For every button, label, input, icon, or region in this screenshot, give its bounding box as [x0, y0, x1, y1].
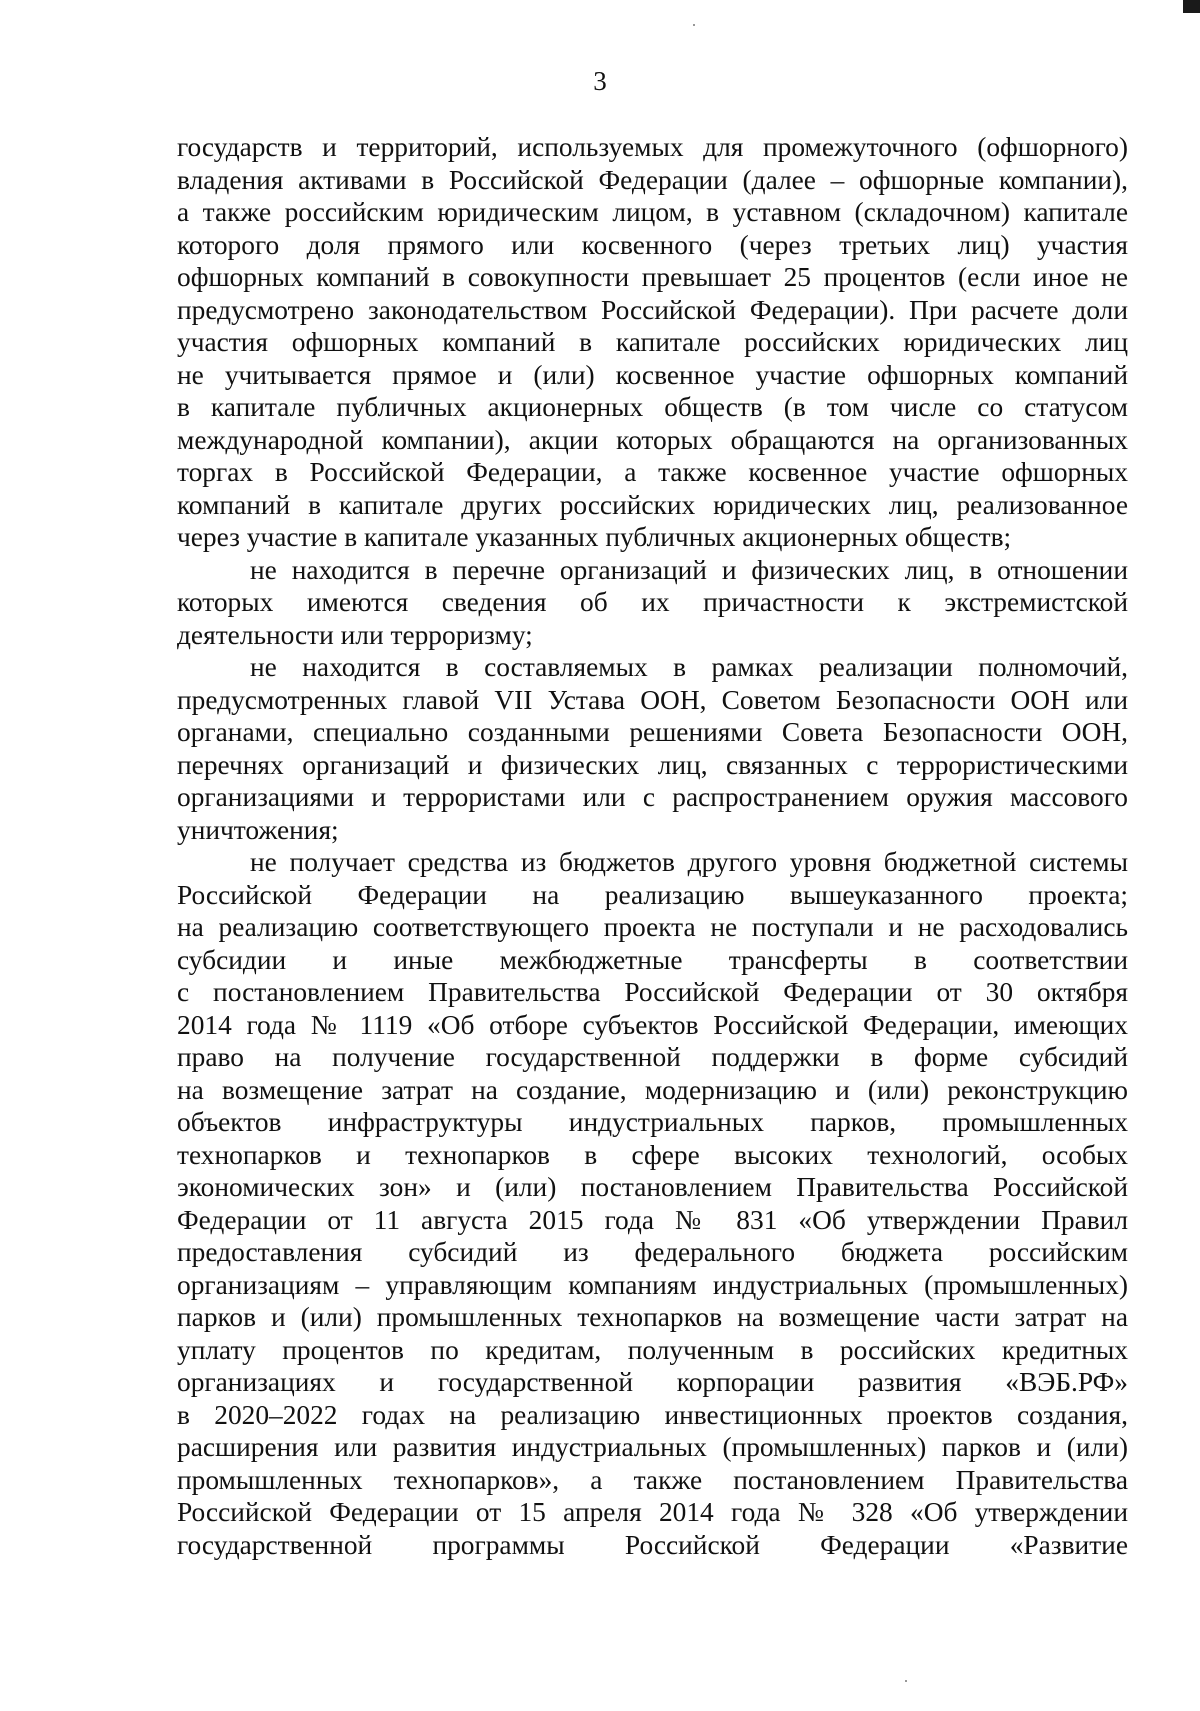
- text-line: организациям – управляющим компаниям индустриальных (промышленных): [177, 1269, 1128, 1300]
- text-line: организациях и государственной корпорации развития «ВЭБ.РФ»: [177, 1367, 1128, 1397]
- text-line: владения активами в Российской Федерации (далее – офшорные компании),: [177, 164, 1128, 195]
- text-line: право на получение государственной поддержки в форме субсидий: [177, 1042, 1128, 1072]
- text-line: компаний в капитале других российских юридических лиц, реализованное: [177, 489, 1128, 520]
- scan-corner-mark: [1183, 0, 1200, 13]
- document-body: [177, 131, 1128, 1561]
- text-line: на реализацию соответствующего проекта не поступали и не расходовались: [177, 912, 1128, 942]
- text-line: с постановлением Правительства Российской Федерации от 30 октября: [177, 977, 1128, 1007]
- text-line: на возмещение затрат на создание, модернизацию и (или) реконструкцию: [177, 1074, 1128, 1105]
- text-line: перечнях организаций и физических лиц, связанных с террористическими: [177, 749, 1128, 780]
- text-line: Российской Федерации на реализацию вышеуказанного проекта;: [177, 879, 1128, 910]
- text-line: Российской Федерации от 15 апреля 2014 года № 328 «Об утверждении: [177, 1497, 1128, 1527]
- text-line: 2014 года № 1119 «Об отборе субъектов Российской Федерации, имеющих: [177, 1009, 1128, 1040]
- text-line: деятельности или терроризму;: [177, 619, 533, 650]
- paragraph-first-line: не находится в составляемых в рамках реализации полномочий,: [250, 652, 1128, 682]
- text-line: предусмотрено законодательством Российской Федерации). При расчете доли: [177, 294, 1128, 325]
- page-number: 3: [593, 66, 607, 96]
- text-line: расширения или развития индустриальных (промышленных) парков и (или): [177, 1432, 1128, 1462]
- text-line: которого доля прямого или косвенного (через третьих лиц) участия: [177, 229, 1128, 260]
- text-line: объектов инфраструктуры индустриальных парков, промышленных: [177, 1107, 1128, 1137]
- text-line: уничтожения;: [177, 814, 339, 845]
- text-line: офшорных компаний в совокупности превышает 25 процентов (если иное не: [177, 262, 1128, 292]
- text-line: участия офшорных компаний в капитале российских юридических лиц: [177, 327, 1128, 357]
- paragraph-first-line: не получает средства из бюджетов другого уровня бюджетной системы: [250, 847, 1128, 877]
- scan-speck: [905, 1680, 907, 1682]
- text-line: субсидии и иные межбюджетные трансферты в соответствии: [177, 944, 1128, 975]
- text-line: международной компании), акции которых обращаются на организованных: [177, 424, 1128, 455]
- text-line: парков и (или) промышленных технопарков на возмещение части затрат на: [177, 1302, 1128, 1332]
- text-line: через участие в капитале указанных публичных акционерных обществ;: [177, 522, 1012, 552]
- text-line: экономических зон» и (или) постановлением Правительства Российской: [177, 1172, 1128, 1202]
- text-line: в капитале публичных акционерных обществ (в том числе со статусом: [177, 392, 1128, 422]
- text-line: торгах в Российской Федерации, а также косвенное участие офшорных: [177, 457, 1128, 487]
- text-line: Федерации от 11 августа 2015 года № 831 «Об утверждении Правил: [177, 1204, 1128, 1235]
- text-line: организациями и террористами или с распространением оружия массового: [177, 782, 1128, 812]
- text-line: которых имеются сведения об их причастности к экстремистской: [177, 587, 1128, 617]
- text-line: промышленных технопарков», а также постановлением Правительства: [177, 1464, 1128, 1495]
- text-line: предоставления субсидий из федерального бюджета российским: [177, 1237, 1128, 1267]
- text-line: органами, специально созданными решениями Совета Безопасности ООН,: [177, 717, 1128, 747]
- text-line: в 2020–2022 годах на реализацию инвестиционных проектов создания,: [177, 1399, 1128, 1430]
- text-line: а также российским юридическим лицом, в уставном (складочном) капитале: [177, 197, 1128, 227]
- text-line: государств и территорий, используемых для промежуточного (офшорного): [177, 132, 1128, 162]
- scan-speck: [693, 24, 695, 26]
- text-line: не учитывается прямое и (или) косвенное участие офшорных компаний: [177, 359, 1128, 390]
- text-line: технопарков и технопарков в сфере высоких технологий, особых: [177, 1139, 1128, 1170]
- text-line: уплату процентов по кредитам, полученным в российских кредитных: [177, 1334, 1128, 1365]
- text-line: предусмотренных главой VII Устава ООН, Советом Безопасности ООН или: [177, 684, 1128, 715]
- text-line: государственной программы Российской Федерации «Развитие: [177, 1529, 1128, 1560]
- paragraph-first-line: не находится в перечне организаций и физических лиц, в отношении: [250, 554, 1128, 585]
